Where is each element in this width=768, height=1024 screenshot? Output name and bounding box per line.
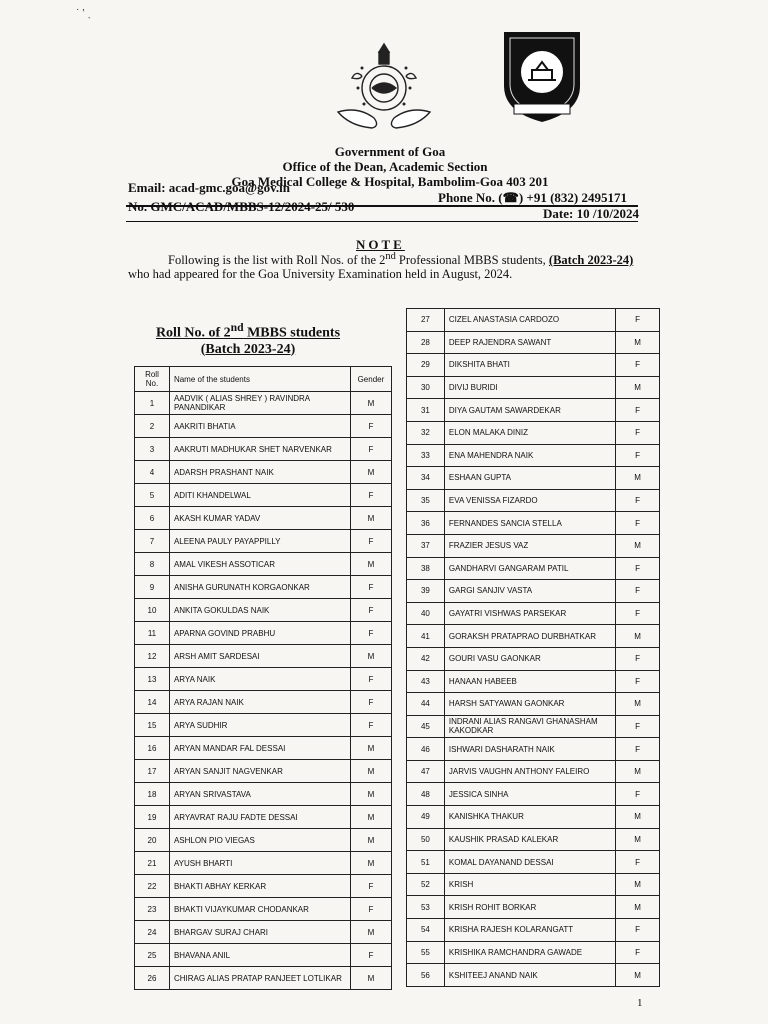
student-name-cell: AYUSH BHARTI [169,852,350,875]
roll-title-a: Roll No. of 2 [155,325,231,341]
gender-cell: F [616,309,660,332]
gender-cell: F [616,354,660,377]
student-name-cell: GARGI SANJIV VASTA [444,580,615,603]
note-paragraph [128,250,638,281]
gender-cell: F [350,415,391,438]
roll-no-cell: 13 [135,668,170,691]
roll-no-cell: 53 [407,896,445,919]
header-student-name: Name of the students [169,367,350,392]
roll-no-cell: 48 [407,783,445,806]
gender-cell: F [616,399,660,422]
student-name-cell: ARYAN SRIVASTAVA [169,783,350,806]
table-row [407,602,660,625]
table-row [407,896,660,919]
roll-no-cell: 56 [407,964,445,987]
student-name-cell: AADVIK ( ALIAS SHREY ) RAVINDRA PANANDIKAR [169,392,350,415]
gender-cell: F [616,738,660,761]
roll-no-cell: 8 [135,553,170,576]
header-government: Government of Goa [334,144,446,159]
table-row [135,484,392,507]
student-name-cell: GANDHARVI GANGARAM PATIL [444,557,615,580]
student-name-cell: EVA VENISSA FIZARDO [444,489,615,512]
gender-cell: F [350,691,391,714]
roll-no-cell: 18 [135,783,170,806]
gender-cell: M [616,331,660,354]
note-text-end: who had appeared for the Goa University Examination held in August, 2024. [128,267,513,282]
table-row [135,806,392,829]
gender-cell: F [350,530,391,553]
gender-cell: M [350,852,391,875]
gender-cell: F [616,670,660,693]
table-row [407,647,660,670]
student-name-cell: JARVIS VAUGHN ANTHONY FALEIRO [444,760,615,783]
student-name-cell: KRISH ROHIT BORKAR [444,896,615,919]
student-name-cell: FRAZIER JESUS VAZ [444,534,615,557]
roll-no-cell: 52 [407,873,445,896]
student-name-cell: ARYAN MANDAR FAL DESSAI [169,737,350,760]
table-row [135,783,392,806]
table-row [135,507,392,530]
roll-no-cell: 35 [407,489,445,512]
roll-no-cell: 20 [135,829,170,852]
table-row [407,512,660,535]
header-college: Goa Medical College & Hospital, Bambolim-Goa 403 201 [231,174,549,189]
roll-no-cell: 49 [407,806,445,829]
table-row [135,921,392,944]
gender-cell: F [616,851,660,874]
student-name-cell: KANISHKA THAKUR [444,806,615,829]
table-row [407,783,660,806]
table-row [135,645,392,668]
table-row [407,760,660,783]
student-name-cell: KRISHA RAJESH KOLARANGATT [444,919,615,942]
roll-no-cell: 12 [135,645,170,668]
gender-cell: M [350,507,391,530]
student-name-cell: ANISHA GURUNATH KORGAONKAR [169,576,350,599]
gender-cell: M [616,625,660,648]
student-name-cell: ARYAN SANJIT NAGVENKAR [169,760,350,783]
table-row [407,467,660,490]
roll-no-cell: 10 [135,599,170,622]
roll-no-cell: 44 [407,693,445,716]
table-row [407,534,660,557]
table-row [407,309,660,332]
student-name-cell: ALEENA PAULY PAYAPPILLY [169,530,350,553]
gender-cell: M [616,828,660,851]
student-name-cell: HARSH SATYAWAN GAONKAR [444,693,615,716]
roll-no-cell: 38 [407,557,445,580]
table-row [407,919,660,942]
table-row [407,941,660,964]
student-name-cell: KRISH [444,873,615,896]
gender-cell: M [350,461,391,484]
student-name-cell: DIYA GAUTAM SAWARDEKAR [444,399,615,422]
student-name-cell: GOURI VASU GAONKAR [444,647,615,670]
roll-list-title [148,320,348,358]
student-name-cell: KAUSHIK PRASAD KALEKAR [444,828,615,851]
gender-cell: M [616,806,660,829]
table-row [135,599,392,622]
table-row [407,399,660,422]
student-name-cell: HANAAN HABEEB [444,670,615,693]
gender-cell: M [350,783,391,806]
gender-cell: F [616,602,660,625]
roll-no-cell: 43 [407,670,445,693]
table-row [135,714,392,737]
gender-cell: M [616,896,660,919]
roll-table-left [134,366,392,990]
student-name-cell: ASHLON PIO VIEGAS [169,829,350,852]
student-name-cell: DIVIJ BURIDI [444,376,615,399]
roll-no-cell: 21 [135,852,170,875]
student-name-cell: AMAL VIKESH ASSOTICAR [169,553,350,576]
student-name-cell: KSHITEEJ ANAND NAIK [444,964,615,987]
roll-title-batch: (Batch 2023-24) [200,341,296,357]
table-row [407,557,660,580]
student-name-cell: CHIRAG ALIAS PRATAP RANJEET LOTLIKAR [169,967,350,990]
student-name-cell: ARYA RAJAN NAIK [169,691,350,714]
student-name-cell: ADARSH PRASHANT NAIK [169,461,350,484]
student-name-cell: AKASH KUMAR YADAV [169,507,350,530]
table-row [135,415,392,438]
reference-number: No. GMC/ACAD/MBBS-12/2024-25/ 530 [128,199,355,214]
gender-cell: F [350,576,391,599]
roll-no-cell: 36 [407,512,445,535]
table-row [135,530,392,553]
roll-no-cell: 19 [135,806,170,829]
table-row [407,376,660,399]
roll-no-cell: 27 [407,309,445,332]
gender-cell: F [350,875,391,898]
student-name-cell: BHAVANA ANIL [169,944,350,967]
table-row [135,668,392,691]
roll-no-cell: 1 [135,392,170,415]
government-of-goa-emblem-icon [332,32,436,132]
ref-divider [126,221,638,222]
table-row [407,331,660,354]
table-row [407,489,660,512]
gender-cell: M [616,964,660,987]
gender-cell: F [616,783,660,806]
table-row [135,622,392,645]
roll-no-cell: 55 [407,941,445,964]
roll-title-sup: nd [230,321,244,334]
gender-cell: F [350,484,391,507]
roll-no-cell: 9 [135,576,170,599]
roll-no-cell: 29 [407,354,445,377]
gender-cell: F [616,444,660,467]
table-row [407,625,660,648]
roll-no-cell: 45 [407,715,445,738]
table-row [407,715,660,738]
roll-no-cell: 37 [407,534,445,557]
gender-cell: F [350,438,391,461]
student-name-cell: BHAKTI VIJAYKUMAR CHODANKAR [169,898,350,921]
student-name-cell: FERNANDES SANCIA STELLA [444,512,615,535]
roll-no-cell: 54 [407,919,445,942]
gender-cell: F [350,668,391,691]
student-name-cell: GORAKSH PRATAPRAO DURBHATKAR [444,625,615,648]
roll-no-cell: 16 [135,737,170,760]
table-row [407,964,660,987]
table-row [407,421,660,444]
header-gender: Gender [350,367,391,392]
table-row [135,438,392,461]
gender-cell: M [616,467,660,490]
roll-no-cell: 15 [135,714,170,737]
gender-cell: M [616,873,660,896]
table-row [407,580,660,603]
table-row [135,576,392,599]
roll-no-cell: 33 [407,444,445,467]
gender-cell: F [350,944,391,967]
student-name-cell: ISHWARI DASHARATH NAIK [444,738,615,761]
roll-no-cell: 14 [135,691,170,714]
gender-cell: F [616,512,660,535]
gender-cell: M [350,392,391,415]
scan-specks: ˙ ‛ ˏ [76,8,91,19]
student-name-cell: INDRANI ALIAS RANGAVI GHANASHAM KAKODKAR [444,715,615,738]
table-row [135,852,392,875]
gender-cell: F [616,557,660,580]
roll-no-cell: 40 [407,602,445,625]
gender-cell: F [616,919,660,942]
roll-table-right [406,308,660,987]
student-name-cell: GAYATRI VISHWAS PARSEKAR [444,602,615,625]
roll-no-cell: 24 [135,921,170,944]
table-row [407,851,660,874]
gender-cell: F [616,489,660,512]
gender-cell: M [616,760,660,783]
table-row [135,553,392,576]
table-row [135,461,392,484]
student-name-cell: KRISHIKA RAMCHANDRA GAWADE [444,941,615,964]
gender-cell: M [350,967,391,990]
student-name-cell: AAKRUTI MADHUKAR SHET NARVENKAR [169,438,350,461]
roll-no-cell: 28 [407,331,445,354]
student-name-cell: CIZEL ANASTASIA CARDOZO [444,309,615,332]
student-name-cell: DEEP RAJENDRA SAWANT [444,331,615,354]
gender-cell: F [616,941,660,964]
note-batch: (Batch 2023-24) [548,253,634,268]
gender-cell: F [350,714,391,737]
gender-cell: F [616,421,660,444]
gender-cell: F [350,599,391,622]
document-date: Date: 10 /10/2024 [543,206,640,221]
roll-no-cell: 50 [407,828,445,851]
table-row [407,806,660,829]
student-name-cell: ARSH AMIT SARDESAI [169,645,350,668]
table-row [135,875,392,898]
roll-no-cell: 46 [407,738,445,761]
goa-medical-college-emblem-icon [500,28,584,124]
student-name-cell: AAKRITI BHATIA [169,415,350,438]
table-row [135,737,392,760]
gender-cell: M [350,921,391,944]
roll-no-cell: 23 [135,898,170,921]
table-row [407,444,660,467]
table-row [135,691,392,714]
roll-no-cell: 30 [407,376,445,399]
roll-no-cell: 7 [135,530,170,553]
roll-no-cell: 5 [135,484,170,507]
note-text-sup: nd [385,251,396,262]
roll-no-cell: 3 [135,438,170,461]
student-name-cell: ADITI KHANDELWAL [169,484,350,507]
roll-no-cell: 11 [135,622,170,645]
gender-cell: F [350,898,391,921]
table-row [407,873,660,896]
roll-no-cell: 2 [135,415,170,438]
gender-cell: F [616,647,660,670]
student-name-cell: BHAKTI ABHAY KERKAR [169,875,350,898]
roll-no-cell: 34 [407,467,445,490]
student-name-cell: ESHAAN GUPTA [444,467,615,490]
roll-no-cell: 17 [135,760,170,783]
table-row [407,693,660,716]
gender-cell: M [350,760,391,783]
roll-no-cell: 51 [407,851,445,874]
student-name-cell: ARYA NAIK [169,668,350,691]
roll-no-cell: 22 [135,875,170,898]
table-row [135,944,392,967]
table-row [407,354,660,377]
roll-no-cell: 41 [407,625,445,648]
gender-cell: M [350,737,391,760]
note-text-mid: Professional MBBS students, [395,253,549,268]
gender-cell: F [616,715,660,738]
header-office: Office of the Dean, Academic Section [282,159,488,174]
table-row [407,828,660,851]
gender-cell: M [616,376,660,399]
roll-no-cell: 42 [407,647,445,670]
student-name-cell: JESSICA SINHA [444,783,615,806]
gender-cell: F [616,580,660,603]
roll-no-cell: 47 [407,760,445,783]
table-row [135,760,392,783]
header-roll-no: Roll No. [135,367,170,392]
student-name-cell: ENA MAHENDRA NAIK [444,444,615,467]
note-text-start: Following is the list with Roll Nos. of the 2 [168,253,386,268]
roll-no-cell: 26 [135,967,170,990]
table-row [135,392,392,415]
table-row [407,738,660,761]
gender-cell: F [350,622,391,645]
page-number: 1 [637,997,643,1009]
gender-cell: M [350,553,391,576]
table-row [135,967,392,990]
gender-cell: M [616,534,660,557]
roll-no-cell: 6 [135,507,170,530]
student-name-cell: ARYAVRAT RAJU FADTE DESSAI [169,806,350,829]
student-name-cell: ARYA SUDHIR [169,714,350,737]
student-name-cell: BHARGAV SURAJ CHARI [169,921,350,944]
roll-no-cell: 31 [407,399,445,422]
roll-no-cell: 4 [135,461,170,484]
table-row [407,670,660,693]
gender-cell: M [616,693,660,716]
gender-cell: M [350,645,391,668]
gender-cell: M [350,806,391,829]
roll-no-cell: 39 [407,580,445,603]
table-header-row [135,367,392,392]
header-phone: Phone No. (☎) +91 (832) 2495171 [438,190,627,205]
header-email: Email: acad-gmc.goa@gov.in [128,180,290,195]
student-name-cell: APARNA GOVIND PRABHU [169,622,350,645]
gender-cell: M [350,829,391,852]
roll-title-b: MBBS students [243,325,341,341]
roll-no-cell: 25 [135,944,170,967]
roll-no-cell: 32 [407,421,445,444]
student-name-cell: ANKITA GOKULDAS NAIK [169,599,350,622]
table-row [135,898,392,921]
student-name-cell: KOMAL DAYANAND DESSAI [444,851,615,874]
note-title: NOTE [356,237,405,252]
table-row [135,829,392,852]
student-name-cell: ELON MALAKA DINIZ [444,421,615,444]
student-name-cell: DIKSHITA BHATI [444,354,615,377]
